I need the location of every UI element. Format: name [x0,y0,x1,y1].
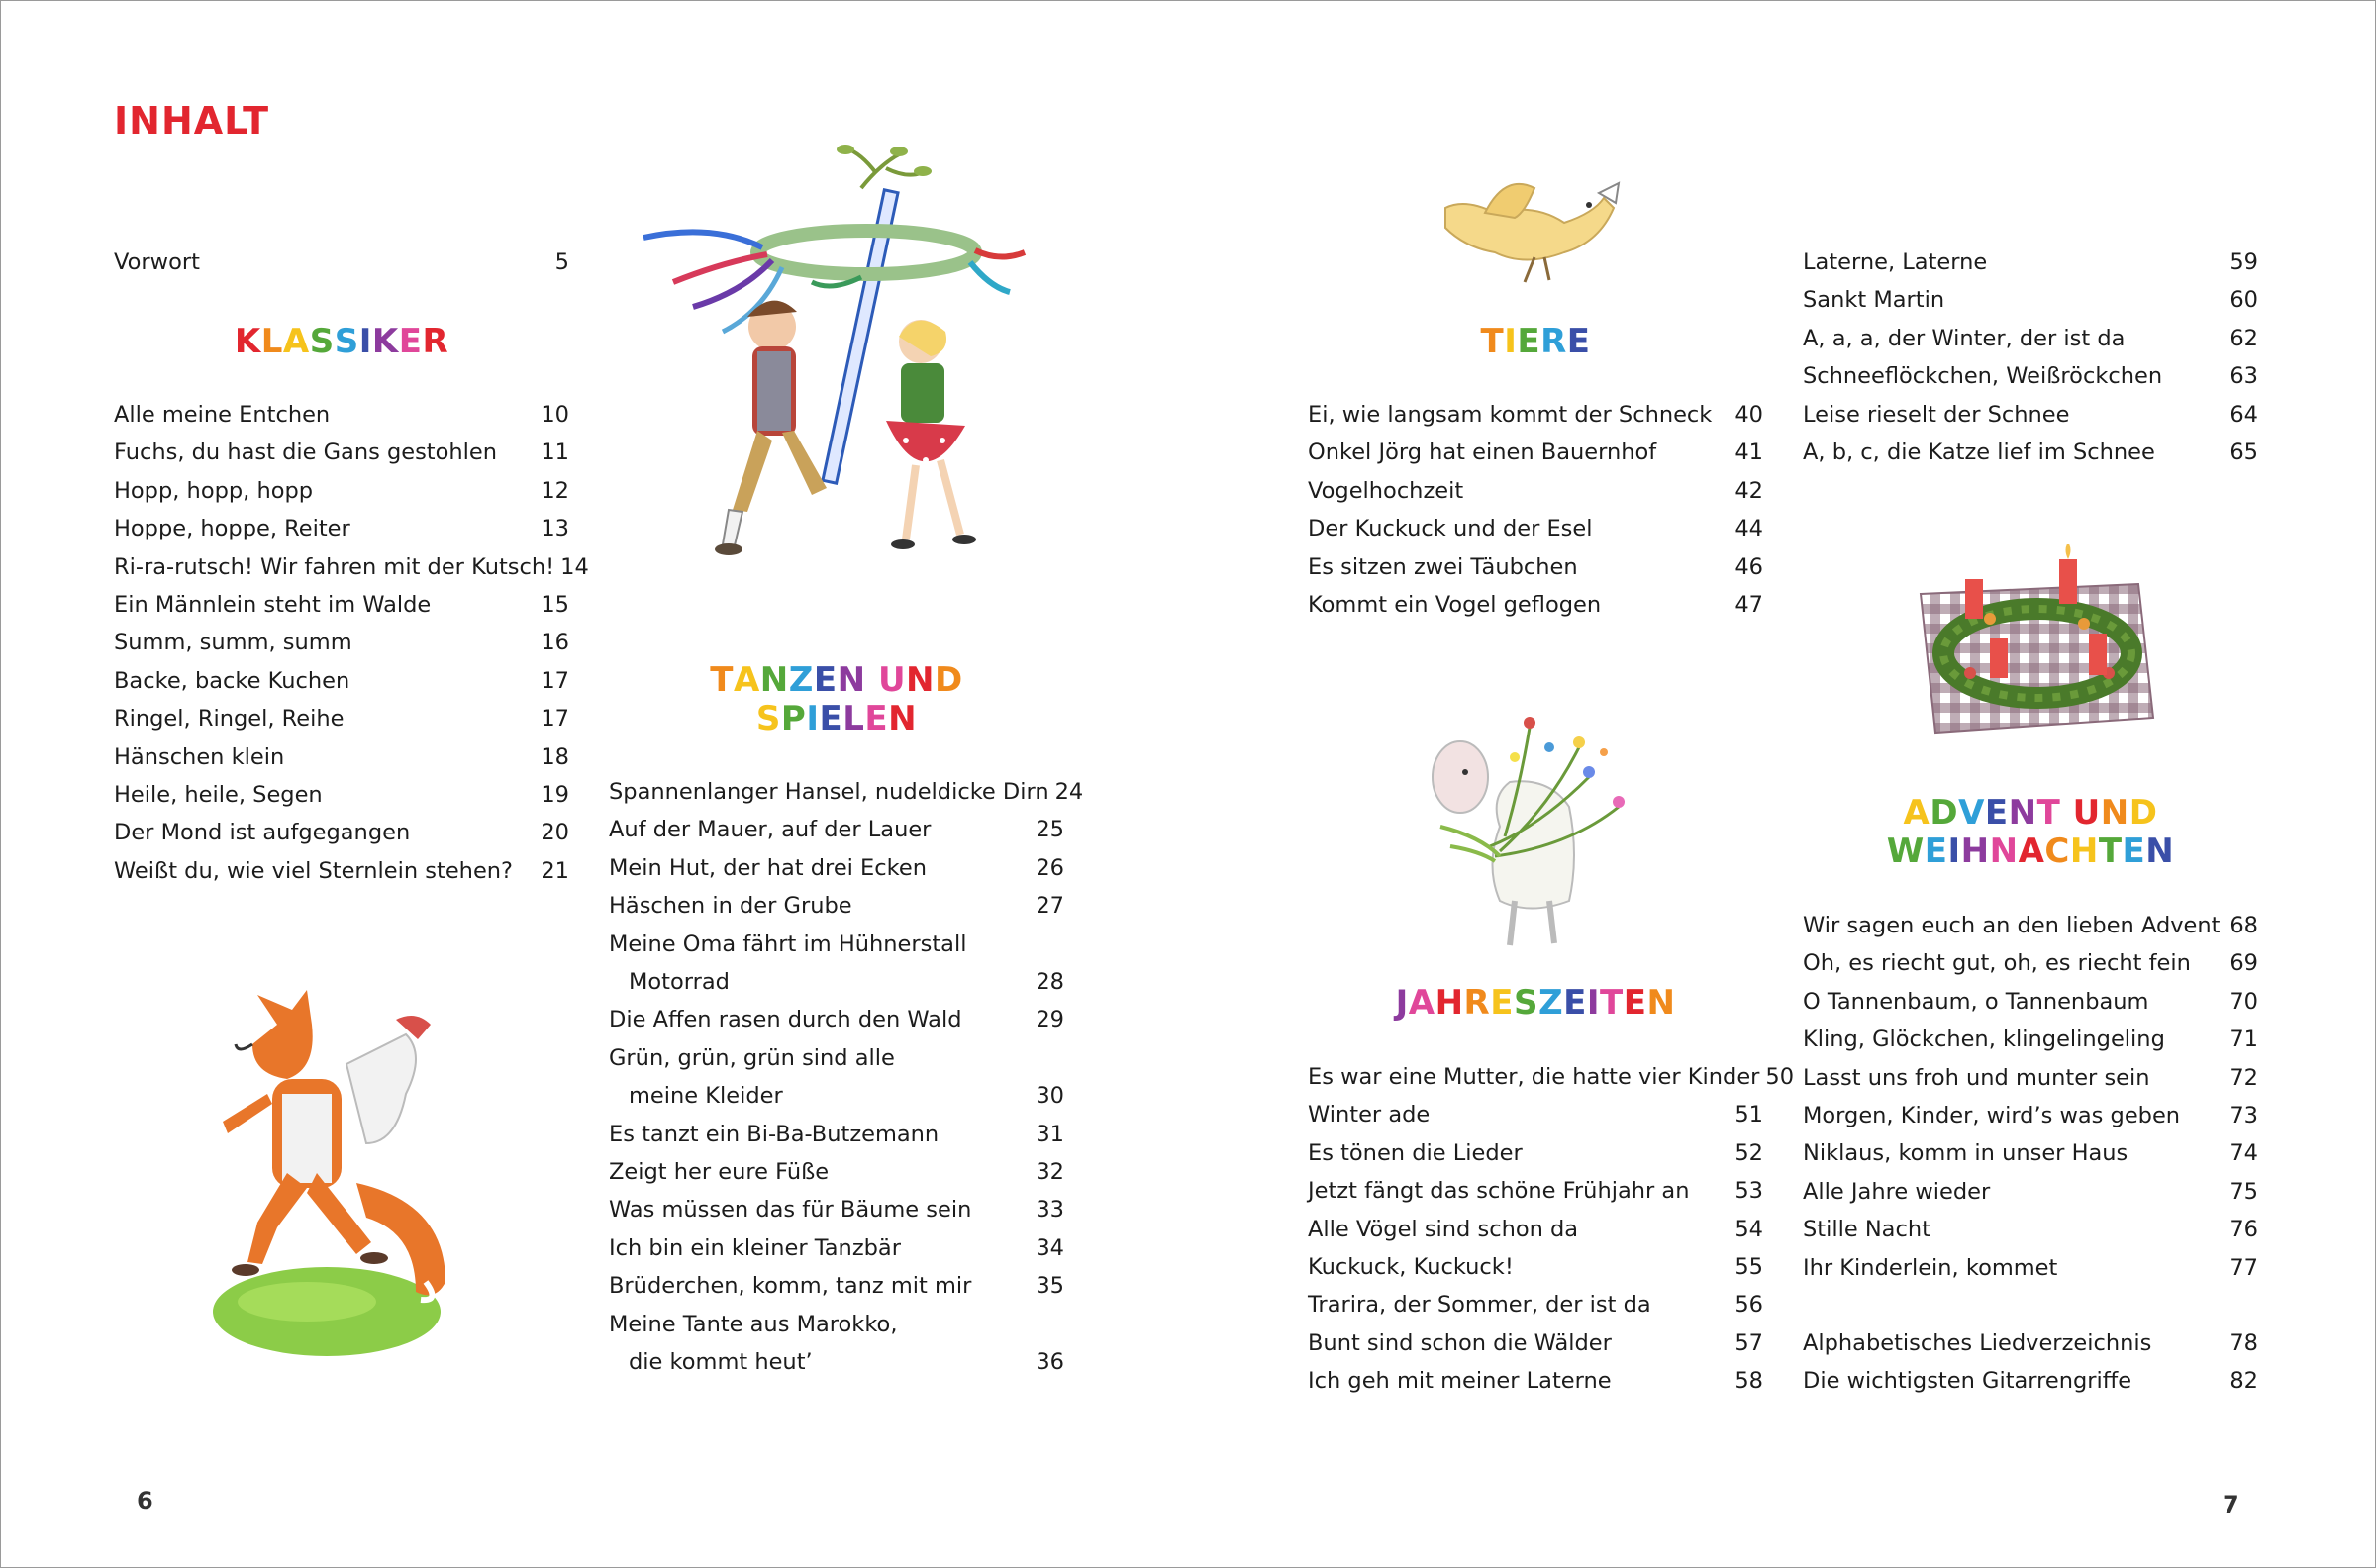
toc-klassiker [114,396,589,890]
toc-entry-page: 5 [554,249,569,275]
toc-entry-page: 42 [1734,477,1763,504]
toc-entry-title [609,1306,897,1382]
toc-entry-title: Hopp, hopp, hopp [114,477,314,504]
toc-entry [609,849,1064,887]
toc-entry-page: 17 [541,706,569,733]
toc-entry-title: Backe, backe Kuchen [114,667,350,694]
heading-line: TIERE [1480,322,1591,361]
toc-entry-title: Ich geh mit meiner Laterne [1308,1368,1612,1395]
toc-entry-title: Stille Nacht [1803,1217,1930,1243]
toc-entry [1803,1173,2258,1211]
toc-entry-title: Onkel Jörg hat einen Bauernhof [1308,440,1657,466]
toc-entry-title: Bunt sind schon die Wälder [1308,1329,1612,1356]
toc-entry [1803,1059,2258,1097]
toc-entry-title: O Tannenbaum, o Tannenbaum [1803,988,2149,1015]
toc-entry-page: 29 [1036,1007,1064,1033]
toc-entry [1803,1362,2258,1400]
toc-entry-page: 16 [541,630,569,656]
toc-entry-page: 54 [1734,1216,1763,1242]
toc-entry [1308,548,1763,586]
toc-entry-page: 74 [2229,1140,2258,1167]
toc-entry-title: Kling, Glöckchen, klingelingeling [1803,1027,2165,1053]
toc-entry-title: Laterne, Laterne [1803,249,1988,275]
toc-entry-page: 78 [2229,1330,2258,1356]
toc-entry-page: 25 [1036,817,1064,843]
toc-entry-page: 15 [541,592,569,619]
page-title: INHALT [114,99,269,143]
toc-entry-title: Vorwort [114,249,200,275]
toc-entry-page: 34 [1036,1234,1064,1261]
toc-entry-page: 35 [1036,1273,1064,1300]
toc-entry-title: Alle Vögel sind schon da [1308,1216,1579,1242]
toc-entry [609,1039,1064,1116]
toc-entry-page: 69 [2229,950,2258,977]
toc-entry-title: Schneeflöckchen, Weißröckchen [1803,363,2163,390]
toc-entry-title: Heile, heile, Segen [114,782,323,809]
heading-jahreszeiten [1308,984,1763,1023]
toc-entry [114,548,589,586]
toc-entry-page: 53 [1734,1178,1763,1205]
toc-entry-page: 72 [2229,1064,2258,1091]
toc-entry-title: Lasst uns froh und munter sein [1803,1064,2150,1091]
toc-entry-page: 65 [2229,440,2258,466]
toc-entry-page: 63 [2229,363,2258,390]
toc-entry-page: 19 [541,782,569,809]
fox-with-goose-illustration [198,985,475,1371]
toc-entry-title: Ei, wie langsam kommt der Schneck [1308,402,1713,428]
toc-entry [1308,1134,1763,1172]
toc-entry [1803,1211,2258,1248]
toc-entry-page: 64 [2229,401,2258,428]
toc-entry-title-line1: Grün, grün, grün sind alle [609,1044,895,1071]
toc-entry [1308,396,1763,434]
toc-entry-title: Mein Hut, der hat drei Ecken [609,854,927,881]
toc-entry [609,773,1084,811]
toc-entry-page: 20 [541,820,569,846]
toc-entry-title: Kuckuck, Kuckuck! [1308,1254,1514,1281]
toc-entry [1803,1097,2258,1134]
toc-entry [1308,1362,1763,1400]
advent-wreath-illustration [1911,544,2158,737]
toc-jahreszeiten [1308,1058,1795,1401]
toc-entry-title: Es sitzen zwei Täubchen [1308,553,1578,580]
toc-entry-title: Vogelhochzeit [1308,477,1464,504]
toc-entry-title: A, b, c, die Katze lief im Schnee [1803,440,2155,466]
toc-entry-page: 40 [1734,402,1763,428]
toc-entry-page: 47 [1734,592,1763,619]
toc-entry-page: 32 [1036,1159,1064,1186]
toc-entry [114,776,569,814]
toc-entry-title: Zeigt her eure Füße [609,1159,830,1186]
toc-entry [609,926,1064,1002]
toc-entry [1308,586,1763,624]
toc-entry [1308,1058,1795,1096]
toc-entry [609,887,1064,925]
toc-entry-page: 10 [541,402,569,428]
toc-entry-title: Der Kuckuck und der Esel [1308,516,1593,542]
toc-entry-title: Es tanzt ein Bi-Ba-Butzemann [609,1121,940,1147]
toc-entry-page: 70 [2229,988,2258,1015]
toc-entry-page: 41 [1734,440,1763,466]
toc-entry-page: 31 [1036,1121,1064,1147]
toc-entry-title: Niklaus, komm in unser Haus [1803,1140,2128,1167]
toc-entry-page: 50 [1765,1064,1795,1090]
toc-entry-title: Es war eine Mutter, die hatte vier Kinder [1308,1064,1760,1090]
toc-entry-page: 12 [541,477,569,504]
toc-entry-title: Morgen, Kinder, wird’s was geben [1803,1103,2181,1129]
toc-entry-title: Alle meine Entchen [114,402,331,428]
toc-entry [1803,434,2258,471]
toc-entry-title-line2: meine Kleider [629,1083,783,1110]
toc-entry-title: Winter ade [1308,1102,1431,1128]
toc-entry-page: 13 [541,516,569,542]
heading-line: JAHRESZEITEN [1395,983,1676,1023]
toc-jahreszeiten-continued [1803,244,2258,471]
toc-entry-page: 62 [2229,325,2258,351]
toc-entry-title: Fuchs, du hast die Gans gestohlen [114,440,498,466]
toc-entry [1803,1134,2258,1172]
page-number-right: 7 [2223,1491,2239,1519]
toc-entry-page: 36 [1036,1349,1064,1376]
toc-entry [1803,907,2258,944]
toc-entry-title: Ri-ra-rutsch! Wir fahren mit der Kutsch! [114,553,555,580]
toc-entry-title: Hoppe, hoppe, Reiter [114,516,350,542]
toc-entry [609,1153,1064,1191]
toc-entry [1308,1096,1763,1133]
toc-entry-page: 27 [1036,893,1064,920]
toc-entry-title: Leise rieselt der Schnee [1803,401,2070,428]
toc-entry-title: Was müssen das für Bäume sein [609,1197,972,1224]
toc-entry [1308,434,1763,471]
toc-entry-title: Trarira, der Sommer, der ist da [1308,1292,1651,1319]
toc-entry-page: 76 [2229,1217,2258,1243]
page-number-left: 6 [137,1487,153,1515]
toc-entry [114,434,569,471]
toc-entry-title: Oh, es riecht gut, oh, es riecht fein [1803,950,2191,977]
toc-entry [114,472,569,510]
toc-entry-title: Ihr Kinderlein, kommet [1803,1254,2058,1281]
heading-klassiker [114,323,569,361]
toc-entry-page: 33 [1036,1197,1064,1224]
heading-line: ADVENT UND [1903,793,2158,833]
toc-entry [1308,510,1763,547]
toc-entry [609,1001,1064,1038]
toc-entry [114,624,569,661]
heading-line: TANZEN UND [710,660,963,700]
toc-entry [1803,281,2258,319]
toc-entry [1308,1324,1763,1362]
toc-entry-page: 77 [2229,1254,2258,1281]
heading-tiere [1308,323,1763,361]
toc-entry [609,1306,1064,1382]
toc-entry [1803,1324,2258,1362]
toc-entry-title: Alphabetisches Liedverzeichnis [1803,1330,2152,1356]
toc-entry-page: 75 [2229,1178,2258,1205]
toc-entry-title: Ein Männlein steht im Walde [114,592,432,619]
toc-entry-title: Spannenlanger Hansel, nudeldicke Dirn [609,779,1049,805]
toc-entry-title: Hänschen klein [114,743,285,770]
toc-entry-page: 51 [1734,1102,1763,1128]
toc-entry-page: 55 [1734,1254,1763,1281]
toc-entry-page: 44 [1734,516,1763,542]
toc-entry-title: Wir sagen euch an den lieben Advent [1803,913,2221,938]
toc-entry [1803,944,2258,982]
toc-entry-title: Summ, summ, summ [114,630,352,656]
toc-entry [114,700,569,737]
toc-entry [114,244,569,281]
toc-entry [1308,1172,1763,1210]
toc-entry-page: 26 [1036,854,1064,881]
toc-entry-title: A, a, a, der Winter, der ist da [1803,325,2126,351]
toc-entry [609,1191,1064,1228]
toc-entry-title [609,926,966,1002]
heading-line: KLASSIKER [234,322,449,361]
maypole-dancers-illustration [634,144,1030,589]
toc-entry [114,852,569,890]
toc-entry-page: 73 [2229,1103,2258,1129]
toc-vorwort [114,244,569,281]
toc-entry-title: Häschen in der Grube [609,893,852,920]
toc-entry [609,1267,1064,1305]
toc-entry-page: 52 [1734,1139,1763,1166]
toc-entry [1803,983,2258,1021]
toc-entry-title-line1: Meine Oma fährt im Hühnerstall [609,931,967,957]
toc-entry-title: Der Mond ist aufgegangen [114,820,411,846]
heading-line: WEIHNACHTEN [1886,832,2175,871]
toc-advent-und-weihnachten [1803,907,2258,1287]
heading-tanzen-und-spielen [609,661,1064,738]
toc-entry [609,1229,1064,1267]
toc-entry [1803,1249,2258,1287]
toc-entry-title: Brüderchen, komm, tanz mit mir [609,1273,972,1300]
toc-entry-page: 14 [560,553,589,580]
toc-entry [114,738,569,776]
toc-entry-page: 30 [1036,1083,1064,1110]
toc-entry [114,814,569,851]
toc-entry-page: 59 [2229,249,2258,275]
toc-entry [114,662,569,700]
toc-entry-title [609,1039,895,1116]
toc-entry-page: 24 [1054,779,1084,805]
toc-appendix [1803,1324,2258,1401]
toc-entry-page: 68 [2229,913,2258,938]
toc-entry-page: 11 [541,440,569,466]
toc-entry-page: 58 [1734,1368,1763,1395]
toc-entry-title: Ich bin ein kleiner Tanzbär [609,1234,901,1261]
toc-entry [1308,1248,1763,1286]
toc-entry-page: 18 [541,743,569,770]
toc-entry-page: 60 [2229,287,2258,314]
toc-tanzen-und-spielen [609,773,1084,1382]
toc-entry [1803,1021,2258,1058]
toc-entry-page: 82 [2229,1368,2258,1395]
toc-entry-title: Die Affen rasen durch den Wald [609,1007,962,1033]
toc-entry-title: Auf der Mauer, auf der Lauer [609,817,932,843]
toc-entry [1803,244,2258,281]
toc-entry-page: 28 [1036,969,1064,996]
toc-entry [114,510,569,547]
toc-entry-title: Alle Jahre wieder [1803,1178,1991,1205]
toc-entry-page: 56 [1734,1292,1763,1319]
heading-line: SPIELEN [755,699,918,738]
toc-entry-title: Die wichtigsten Gitarrengriffe [1803,1368,2132,1395]
toc-entry [1308,1286,1763,1323]
toc-entry-page: 17 [541,667,569,694]
sheep-with-flowers-illustration [1431,688,1658,955]
toc-entry-title: Jetzt fängt das schöne Frühjahr an [1308,1178,1690,1205]
heading-advent-und-weihnachten [1803,794,2258,871]
toc-entry [609,1116,1064,1153]
toc-entry-title-line1: Meine Tante aus Marokko, [609,1311,898,1337]
toc-entry [1803,320,2258,357]
toc-entry [609,811,1064,848]
toc-entry-title-line2: Motorrad [629,969,730,996]
toc-entry-page: 46 [1734,553,1763,580]
toc-entry-page: 57 [1734,1329,1763,1356]
toc-entry [1308,472,1763,510]
toc-entry [114,396,569,434]
toc-entry-title: Kommt ein Vogel geflogen [1308,592,1602,619]
toc-entry [114,586,569,624]
toc-entry [1803,357,2258,395]
toc-entry [1803,396,2258,434]
toc-entry-title-line2: die kommt heut’ [629,1349,813,1376]
toc-entry-title: Weißt du, wie viel Sternlein stehen? [114,857,513,884]
toc-entry-title: Ringel, Ringel, Reihe [114,706,345,733]
toc-entry-title: Sankt Martin [1803,287,1945,314]
toc-entry-title: Es tönen die Lieder [1308,1139,1523,1166]
toc-entry [1308,1211,1763,1248]
bird-with-letter-illustration [1426,153,1624,287]
toc-entry-page: 71 [2229,1027,2258,1053]
toc-entry-page: 21 [541,857,569,884]
toc-tiere [1308,396,1763,624]
